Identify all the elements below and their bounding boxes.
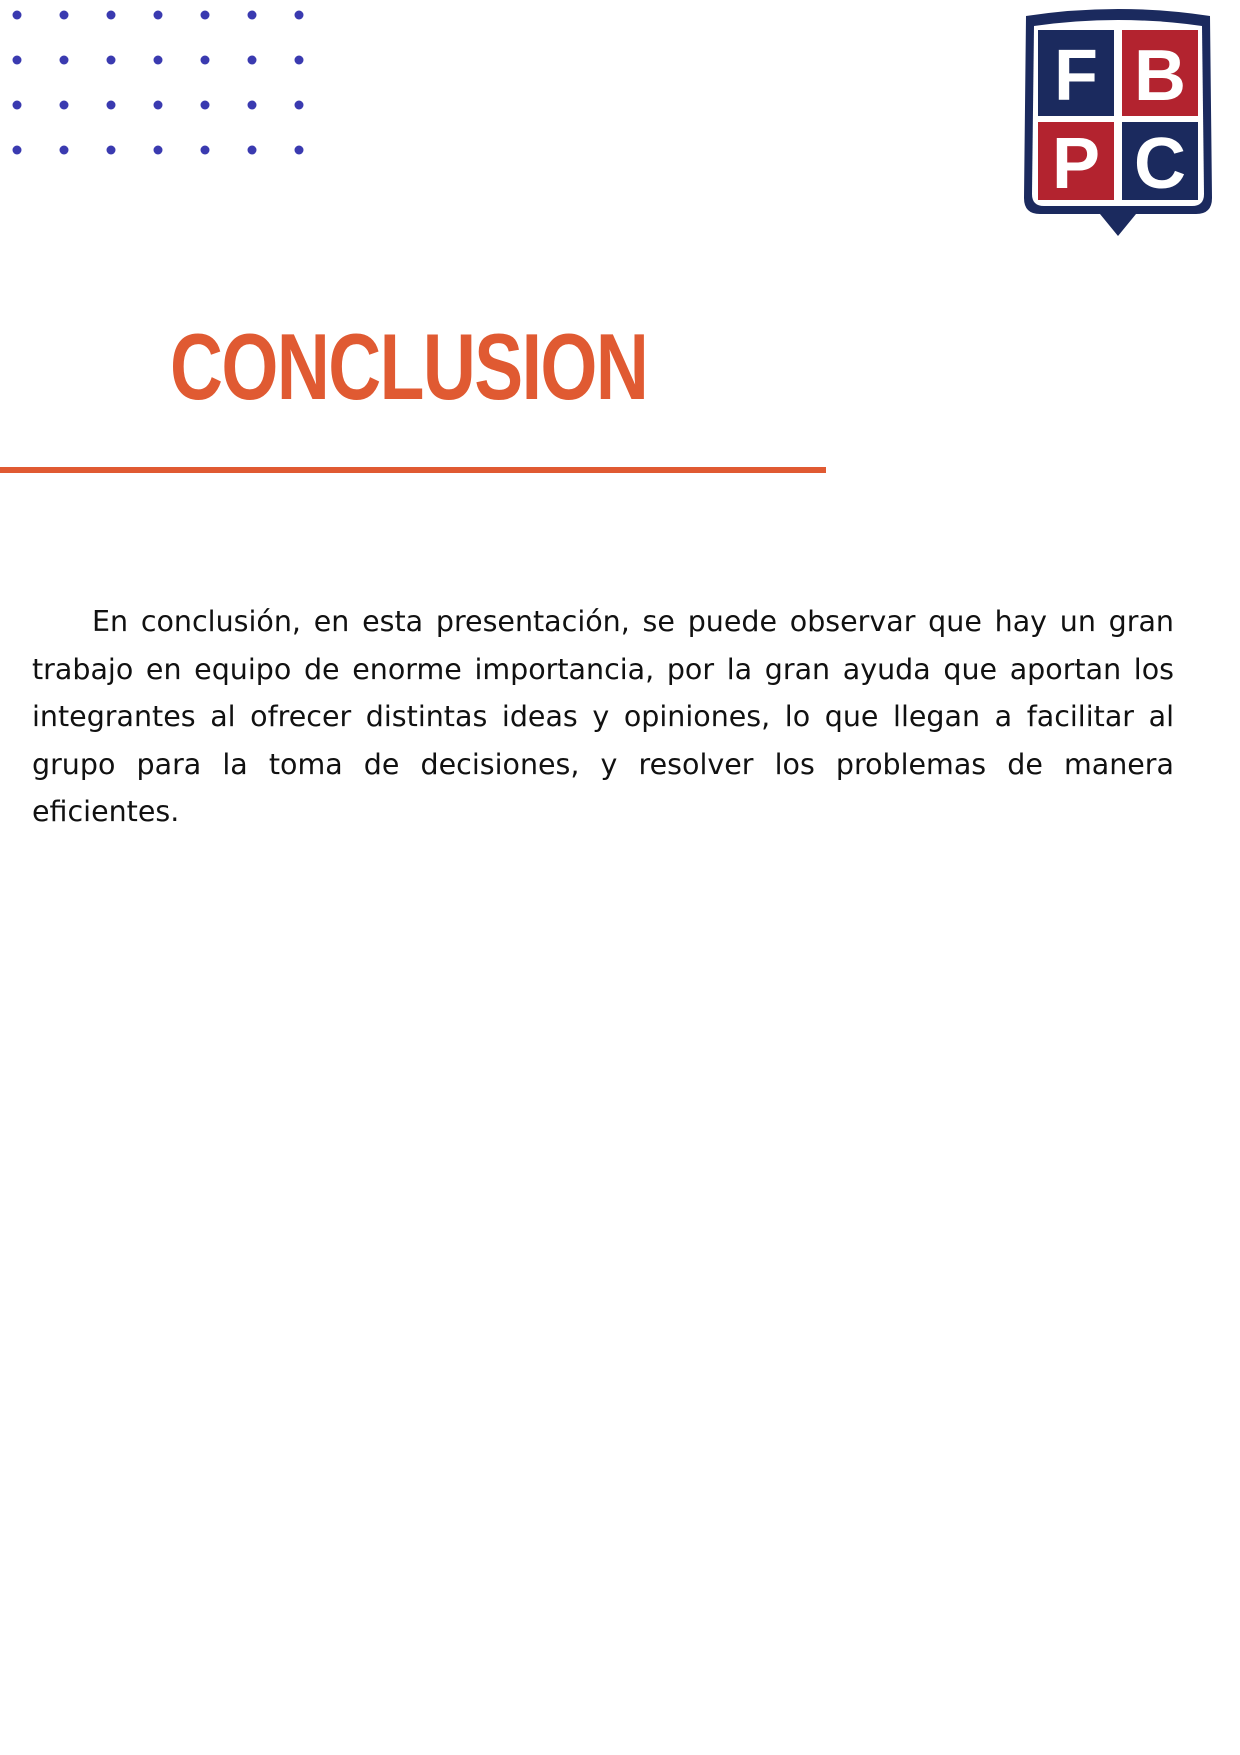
decorative-dot [60,56,69,65]
decorative-dot [60,11,69,20]
decorative-dot [154,56,163,65]
logo-letter-p: P [1051,124,1101,204]
decorative-dot [248,101,257,110]
decorative-dot [13,11,22,20]
decorative-dot [107,101,116,110]
decorative-dot [295,11,304,20]
decorative-dot [13,56,22,65]
fbpc-logo [1018,8,1218,244]
decorative-dot [295,56,304,65]
decorative-dot [13,146,22,155]
decorative-dot [154,11,163,20]
decorative-dot [60,101,69,110]
logo-letter-c: C [1134,124,1186,204]
dot-grid-decoration [8,6,308,156]
decorative-dot [107,11,116,20]
conclusion-paragraph: En conclusión, en esta presentación, se puede observar que hay un gran trabajo en equipo de enorme importancia, por la gran ayuda que aportan los integrantes al ofrecer distintas ideas y opiniones, lo que llegan a facilitar al grupo para la toma de decisiones, y resolver los problemas de manera eficientes. [32,605,1174,828]
decorative-dot [107,56,116,65]
decorative-dot [154,146,163,155]
decorative-dot [154,101,163,110]
decorative-dot [13,101,22,110]
decorative-dot [295,146,304,155]
decorative-dot [60,146,69,155]
page-title: CONCLUSION [170,314,648,419]
decorative-dot [201,146,210,155]
decorative-dot [201,11,210,20]
logo-letter-f: F [1054,36,1098,116]
decorative-dot [248,56,257,65]
title-underline-divider [0,467,826,473]
decorative-dot [201,101,210,110]
decorative-dot [295,101,304,110]
decorative-dot [248,11,257,20]
decorative-dot [248,146,257,155]
decorative-dot [201,56,210,65]
decorative-dot [107,146,116,155]
logo-letter-b: B [1134,36,1186,116]
